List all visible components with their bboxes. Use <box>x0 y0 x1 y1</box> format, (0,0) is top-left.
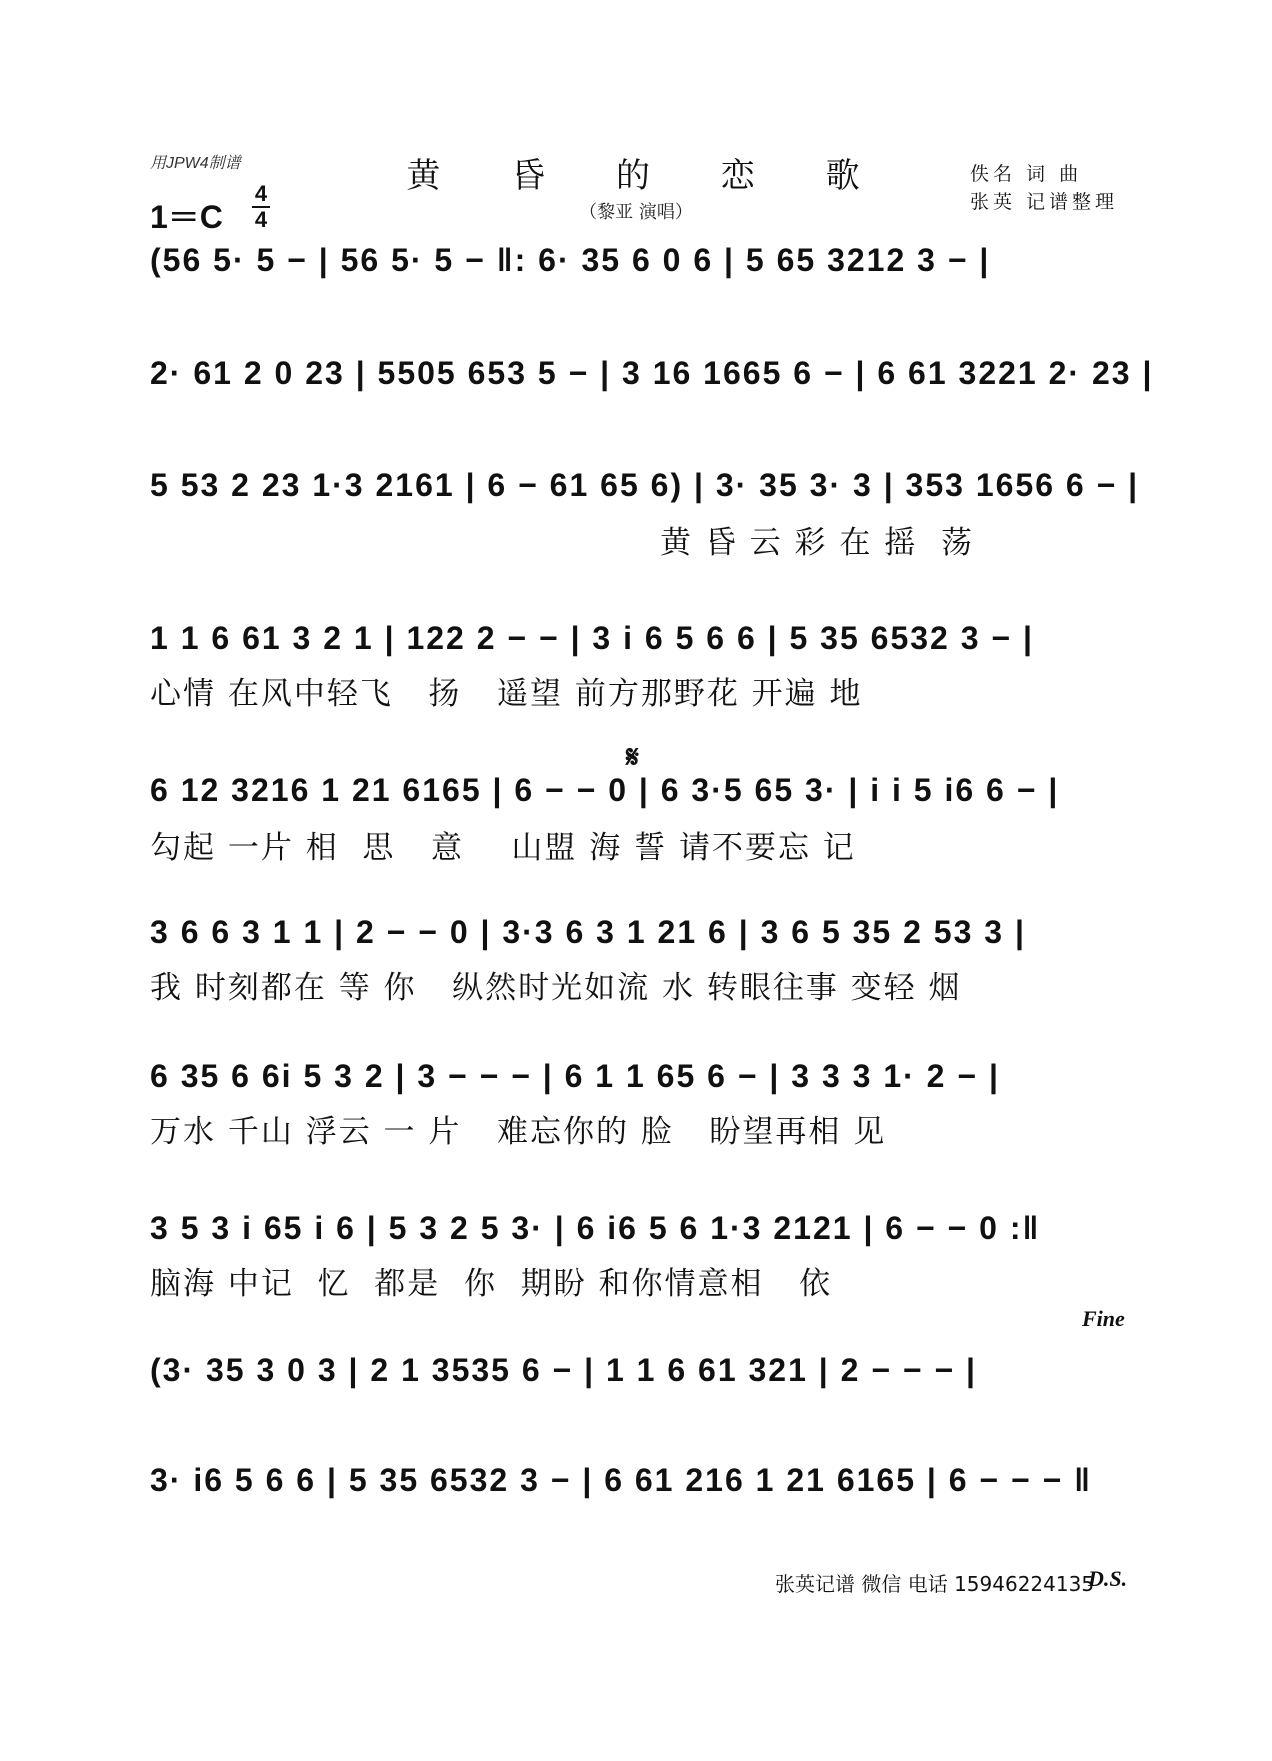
notes-line: 3 5 3 i 65 i 6 | 5 3 2 5 3· | 6 i6 5 6 1·3 2121 | 6 − − 0 :‖ <box>150 1210 1041 1246</box>
lyrics-line-6: 我 时刻都在 等 你 纵然时光如流 水 转眼往事 变轻 烟 <box>150 970 962 1006</box>
score-row-7 <box>150 1058 1125 1098</box>
time-signature-bottom: 4 <box>254 207 268 232</box>
fine-marker: Fine <box>1082 1306 1125 1331</box>
notes-line: 3· i6 5 6 6 | 5 35 6532 3 − | 6 61 216 1 21 6165 | 6 − − − ‖ <box>150 1462 1093 1498</box>
notes-line: 6 35 6 6i 5 3 2 | 3 − − − | 6 1 1 65 6 − | 3 3 3 1· 2 − | <box>150 1058 1000 1094</box>
lyrics-line-4: 心情 在风中轻飞 扬 遥望 前方那野花 开遍 地 <box>150 676 863 712</box>
lyricist-composer: 佚名 词 曲 <box>970 163 1083 185</box>
score-row-4 <box>150 620 1125 660</box>
notes-line: (3· 35 3 0 3 | 2 1 3535 6 − | 1 1 6 61 321 | 2 − − − | <box>150 1352 977 1388</box>
credits <box>970 160 1118 216</box>
performer: （黎亚 演唱） <box>579 202 693 223</box>
software-credit: 用JPW4制谱 <box>150 155 241 172</box>
arranger: 张英 记谱整理 <box>970 191 1119 213</box>
time-signature <box>252 182 270 232</box>
score-row-10 <box>150 1462 1125 1502</box>
notes-line: 6 12 3216 1 21 6165 | 6 − − 0 | 6 3·5 65 3· | i i 5 i6 6 − | <box>150 772 1060 808</box>
lyrics-line-8: 脑海 中记 忆 都是 你 期盼 和你情意相 依 <box>150 1266 833 1302</box>
lyrics-line-7: 万水 千山 浮云 一 片 难忘你的 脸 盼望再相 见 <box>150 1114 887 1150</box>
score-row-2 <box>150 355 1154 395</box>
score-row-8 <box>150 1210 1125 1250</box>
notes-line: 1 1 6 61 3 2 1 | 122 2 − − | 3 i 6 5 6 6 | 5 35 6532 3 − | <box>150 620 1034 656</box>
score-row-5 <box>150 772 1125 812</box>
lyrics-line-5: 勾起 一片 相 思 意 山盟 海 誓 请不要忘 记 <box>150 830 856 866</box>
score-row-3 <box>150 467 1140 507</box>
footer-contact: 张英记谱 微信 电话 15946224135 <box>775 1572 1095 1596</box>
score-row-9 <box>150 1352 1125 1392</box>
score-row-6 <box>150 914 1125 954</box>
song-title: 黄 昏 的 恋 歌 <box>406 156 890 196</box>
score-row-1 <box>150 242 1125 282</box>
notes-line: (56 5· 5 − | 56 5· 5 − ‖: 6· 35 6 0 6 | 5 65 3212 3 − | <box>150 242 991 278</box>
segno-sign: 𝄋 <box>626 740 639 775</box>
key-signature: 1＝C <box>150 199 223 235</box>
notes-line: 2· 61 2 0 23 | 5505 653 5 − | 3 16 1665 6 − | 6 61 3221 2· 23 | <box>150 355 1154 391</box>
lyrics-line-3: 黄 昏 云 彩 在 摇 荡 <box>660 525 974 561</box>
time-signature-top: 4 <box>254 181 268 206</box>
notes-line: 5 53 2 23 1·3 2161 | 6 − 61 65 6) | 3· 35 3· 3 | 353 1656 6 − | <box>150 467 1140 503</box>
notes-line: 3 6 6 3 1 1 | 2 − − 0 | 3·3 6 3 1 21 6 | 3 6 5 35 2 53 3 | <box>150 914 1026 950</box>
ds-marker: D.S. <box>1088 1566 1128 1591</box>
